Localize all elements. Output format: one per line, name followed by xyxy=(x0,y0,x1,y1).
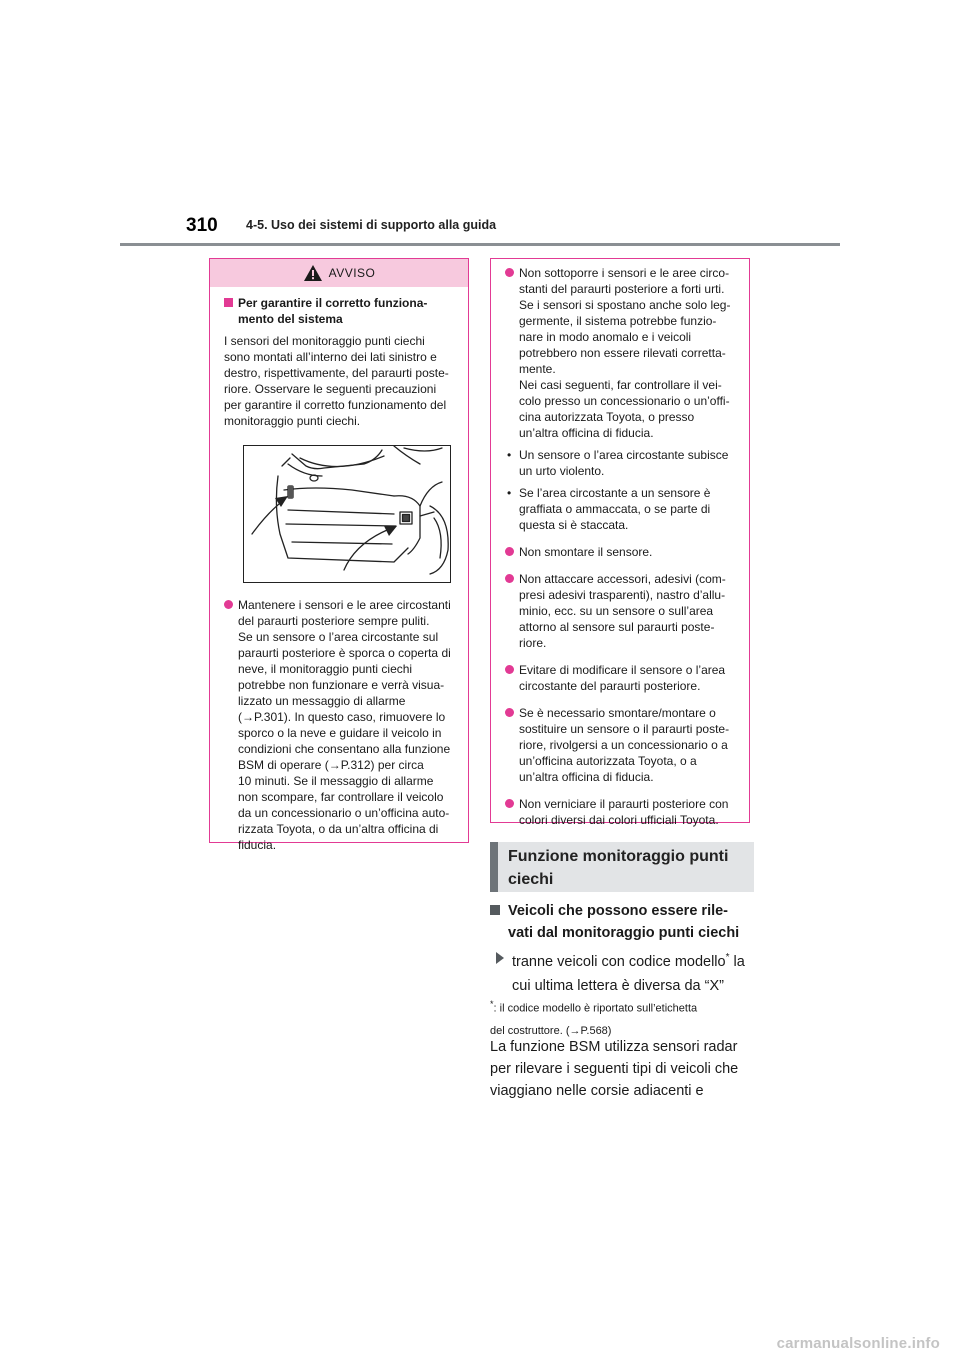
round-bullet-icon xyxy=(505,547,514,556)
caution-item-replace: Se è necessario smontare/montare o sostituire un sensore o il paraurti poste- riore, rivolgersi a un concessionario o a un’officina autorizzata Toyota, o a un’altra officina di fiducia. xyxy=(505,705,739,785)
bumper-sensor-illustration xyxy=(243,445,451,583)
warning-triangle-icon xyxy=(303,264,323,282)
caution-item-disassemble: Non smontare il sensore. xyxy=(505,544,739,560)
small-bullet-icon: • xyxy=(507,486,512,500)
function-title: Funzione monitoraggio punti ciechi xyxy=(508,848,729,888)
caution-heading: Per garantire il corretto funziona- mento del sistema xyxy=(224,295,458,327)
section-title: 4-5. Uso dei sistemi di supporto alla guida xyxy=(246,218,497,232)
page-number: 310 xyxy=(186,215,218,236)
caution-item-clean: Mantenere i sensori e le aree circostanti del paraurti posteriore sempre puliti. Se un sensore o l’area circostante sul paraurti posteriore è sporca o coperta di neve, il monitoraggio punti ciechi potrebbe non funzionare e verrà visua- lizzato un messaggio di allarme (→P.301). In questo caso, rimuovere lo sporco o la neve e guidare il veicolo in condizioni che consentano alla funzione BSM di operare (→P.312) per circa 10 minuti. Se il messaggio di allarme non scompare, far controllare il veicolo da un concessionario o un’officina auto- rizzata Toyota, o da un’altra officina di fiducia. xyxy=(224,597,458,853)
header-rule xyxy=(120,243,840,246)
section-heading-band xyxy=(490,842,754,892)
round-bullet-icon xyxy=(224,600,233,609)
caution-sub-item-2: • Se l’area circostante a un sensore è graffiata o ammaccata, o se parte di questa si è staccata. xyxy=(507,486,711,532)
round-bullet-icon xyxy=(505,799,514,808)
bsm-description: La funzione BSM utilizza sensori radar per rilevare i seguenti tipi di veicoli che viaggiano nelle corsie adiacenti e xyxy=(490,1039,739,1099)
round-bullet-icon xyxy=(505,268,514,277)
caution-intro: I sensori del monitoraggio punti ciechi sono montati all’interno dei lati sinistro e destro, rispettivamente, del paraurti poste- riore. Osservare le seguenti precauzioni per garantire il corretto funzionamento del monitoraggio punti ciechi. xyxy=(224,334,449,428)
caution-item-attach: Non attaccare accessori, adesivi (com- presi adesivi trasparenti), nastro d’allu- minio, ecc. su un sensore o sull’area attorno al sensore sul paraurti poste- riore. xyxy=(505,571,739,651)
square-bullet-icon xyxy=(224,298,233,307)
caution-sub-item-1: • Un sensore o l’area circostante subisce un urto violento. xyxy=(507,448,729,478)
rear-bumper-icon xyxy=(244,446,450,582)
round-bullet-icon xyxy=(505,708,514,717)
round-bullet-icon xyxy=(505,574,514,583)
small-bullet-icon: • xyxy=(507,448,512,462)
model-condition-line: tranne veicoli con codice modello* la cui ultima lettera è diversa da “X” xyxy=(490,946,754,998)
site-watermark: carmanualsonline.info xyxy=(776,1335,940,1352)
triangle-arrow-icon xyxy=(496,952,504,964)
caution-item-impact: Non sottoporre i sensori e le aree circo- stanti del paraurti posteriore a forti urti. Se i sensori si spostano anche solo leg- germente, il sistema potrebbe funzio- nare in modo anomalo e i veicoli potrebbero non essere rilevati corretta- mente. Nei casi seguenti, far controllare il vei- colo presso un concessionario o un’offi- cina autorizzata Toyota, o presso un’altra officina di fiducia. xyxy=(505,265,739,441)
model-code-footnote: *: il codice modello è riportato sull’etichetta del costruttore. (→P.568) xyxy=(490,999,698,1037)
caution-box-left xyxy=(209,258,469,852)
detectable-vehicles-heading: Veicoli che possono essere rile- vati dal monitoraggio punti ciechi xyxy=(490,900,754,944)
caution-item-paint: Non verniciare il paraurti posteriore con colori diversi dai colori ufficiali Toyota. xyxy=(505,796,739,828)
caution-header xyxy=(210,259,468,287)
caution-item-modify: Evitare di modificare il sensore o l’area circostante del paraurti posteriore. xyxy=(505,662,739,694)
square-bullet-icon xyxy=(490,905,500,915)
caution-label: AVVISO xyxy=(328,266,376,280)
round-bullet-icon xyxy=(505,665,514,674)
caution-box-right xyxy=(490,258,750,827)
